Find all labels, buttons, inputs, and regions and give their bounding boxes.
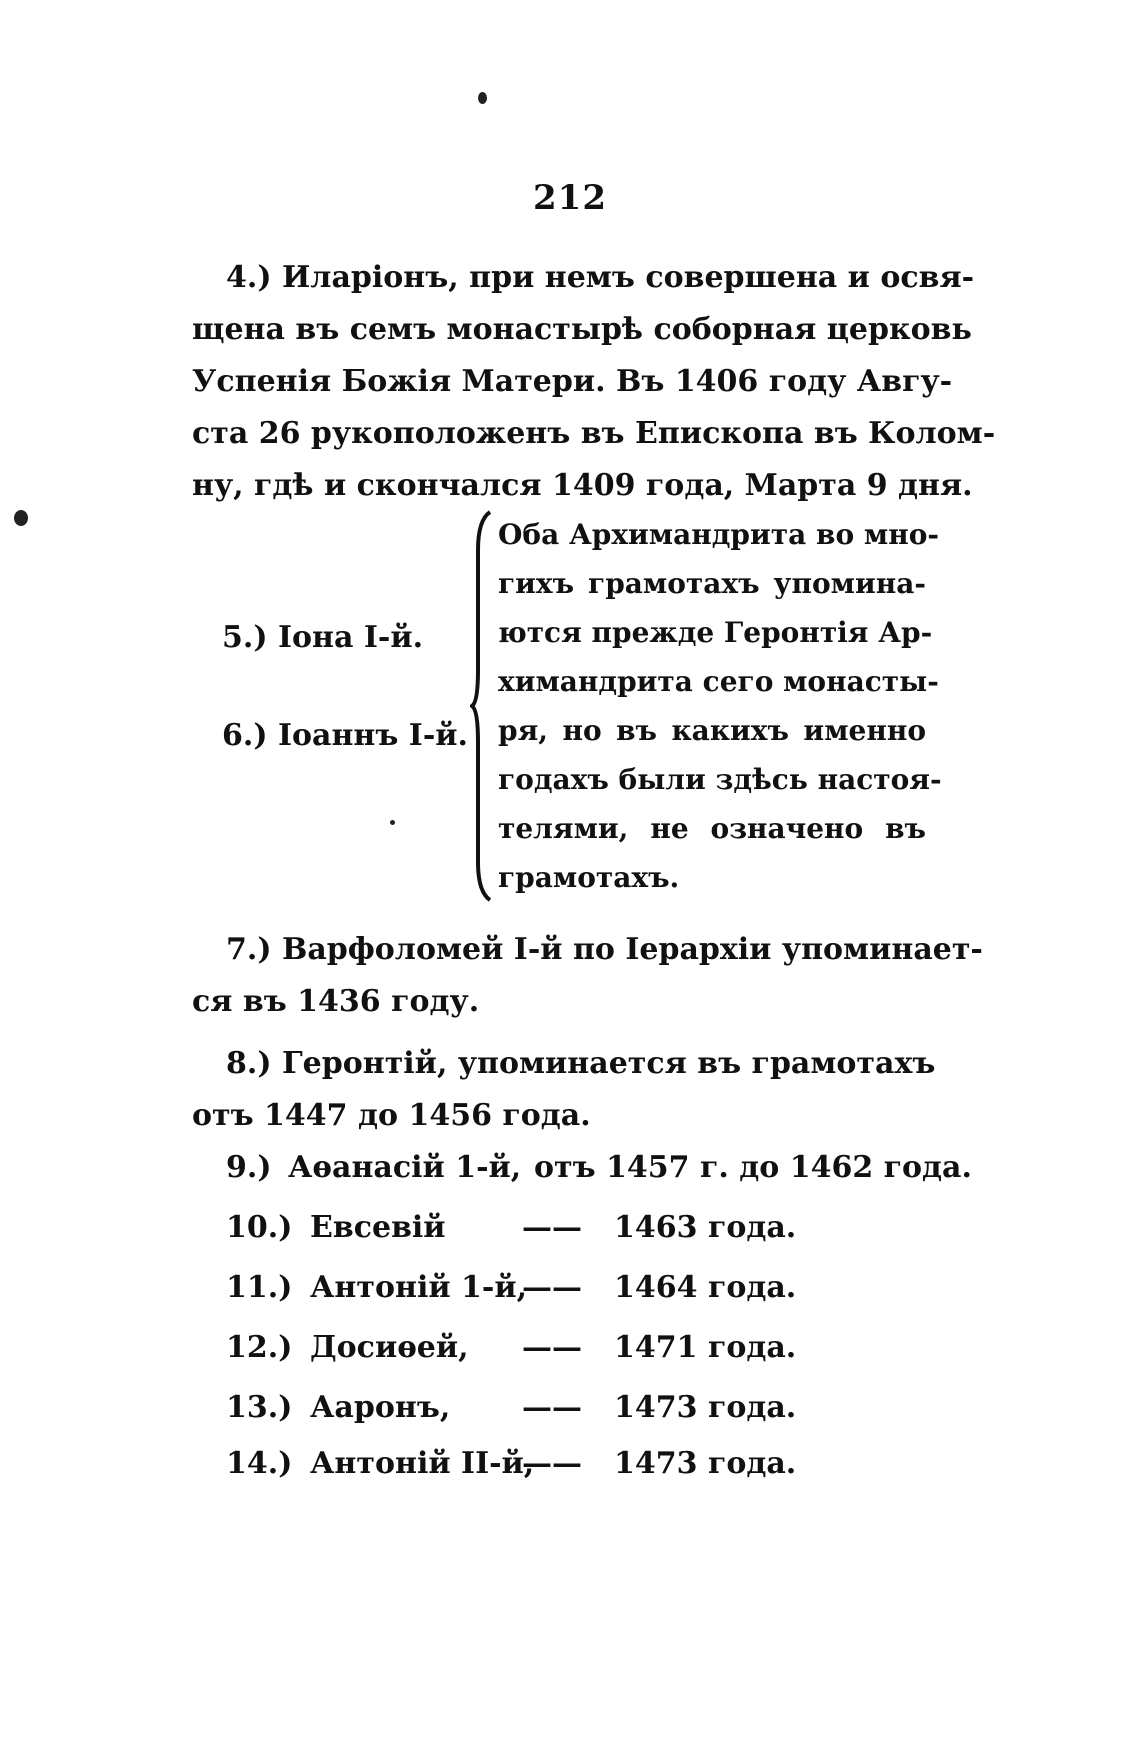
entry-year: 1463 года. (614, 1210, 797, 1245)
entry-year: 1471 года. (614, 1330, 797, 1365)
entry-4-line: щена въ семъ монастырѣ соборная церковь (192, 312, 972, 347)
entry-dash: —— (522, 1330, 582, 1365)
note-line: ря, но въ какихъ именно (498, 714, 926, 747)
entry-4-ilarion (192, 252, 996, 512)
note-line: Оба Архимандрита во мно- (498, 518, 939, 551)
entry-number: 10.) (226, 1210, 293, 1245)
entry-8-line: отъ 1447 до 1456 года. (192, 1098, 591, 1133)
entry-name: Аѳанасій 1-й, (288, 1150, 522, 1185)
entry-5-iona: 5.) Іона І-й. (222, 620, 424, 655)
entry-name: Антоній 1-й, (310, 1270, 528, 1305)
entry-4-line: Успенія Божія Матери. Въ 1406 году Авгу- (192, 364, 953, 399)
entry-number: 13.) (226, 1390, 293, 1425)
curly-brace-icon (470, 510, 494, 902)
entry-number: 11.) (226, 1270, 293, 1305)
scan-speck (14, 510, 28, 526)
entry-number: 14.) (226, 1446, 293, 1481)
entries-5-6-block (192, 510, 942, 910)
note-line: телями, не означено въ (498, 812, 926, 845)
entry-dash: —— (522, 1210, 582, 1245)
entry-4-line: ну, гдѣ и скончался 1409 года, Марта 9 дня. (192, 468, 973, 503)
entry-dash: —— (522, 1390, 582, 1425)
entry-7-varfolomei (192, 924, 983, 1028)
entry-7-line: ся въ 1436 году. (192, 984, 480, 1019)
shared-note (498, 510, 942, 902)
note-line: годахъ были здѣсь настоя- (498, 763, 942, 796)
entry-name: Антоній II-й, (310, 1446, 535, 1481)
scan-speck (478, 92, 487, 104)
entry-8-line: 8.) Геронтій, упоминается въ грамотахъ (226, 1046, 936, 1081)
entry-4-line: ста 26 рукоположенъ въ Епископа въ Колом- (192, 416, 996, 451)
entry-name: Досиѳей, (310, 1330, 469, 1365)
entry-number: 9.) (226, 1150, 272, 1185)
entry-dash: —— (522, 1446, 582, 1481)
entry-range: отъ 1457 г. до 1462 года. (534, 1150, 972, 1185)
note-line: грамотахъ. (498, 861, 680, 894)
entry-name: Ааронъ, (310, 1390, 451, 1425)
entry-year: 1473 года. (614, 1390, 797, 1425)
entry-dash: —— (522, 1270, 582, 1305)
entry-8-gerontii (192, 1038, 936, 1142)
entry-6-ioann: 6.) Іоаннъ І-й. (222, 718, 468, 753)
entry-name: Евсевій (310, 1210, 446, 1245)
entry-year: 1473 года. (614, 1446, 797, 1481)
scan-speck (390, 820, 395, 825)
page-number: 212 (533, 178, 607, 218)
entry-number: 12.) (226, 1330, 293, 1365)
note-line: гихъ грамотахъ упомина- (498, 567, 926, 600)
entry-7-line: 7.) Варфоломей І-й по Іерархіи упоминает- (226, 932, 983, 967)
entry-year: 1464 года. (614, 1270, 797, 1305)
note-line: ются прежде Геронтія Ар- (498, 616, 933, 649)
entry-4-line: 4.) Иларіонъ, при немъ совершена и освя- (226, 260, 975, 295)
note-line: химандрита сего монасты- (498, 665, 939, 698)
